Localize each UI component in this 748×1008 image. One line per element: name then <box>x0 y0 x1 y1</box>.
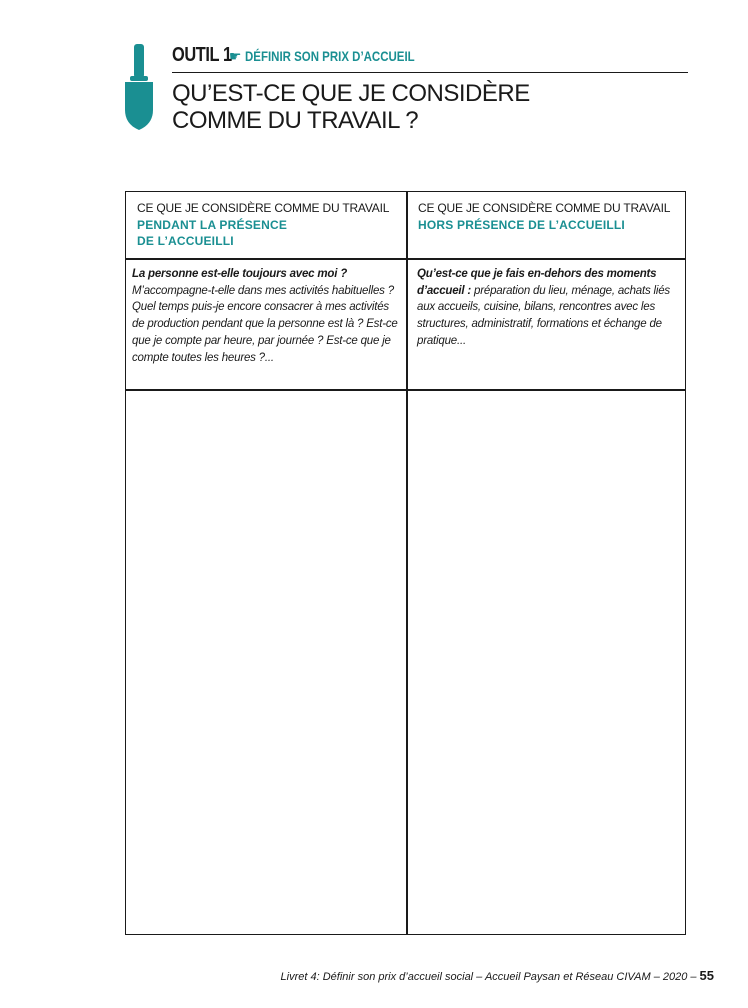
header-row-divider <box>125 258 686 260</box>
page-title <box>172 80 692 134</box>
trowel-icon <box>124 44 154 130</box>
page-number: 55 <box>699 968 714 983</box>
page-footer <box>281 968 714 983</box>
question-text: M’accompagne-t-elle dans mes activités habituelles ? Quel temps puis-je encore consacrer à mes activités de production pendant que la personne est là ? Est-ce que je compte par heure, par journée ? Est-ce que je compte toutes les heures ?... <box>132 284 398 364</box>
column-header-prefix: CE QUE JE CONSIDÈRE COMME DU TRAVAIL <box>137 201 390 215</box>
tool-subtitle: DÉFINIR SON PRIX D’ACCUEIL <box>245 48 416 64</box>
pointing-hand-icon: ☛ <box>228 48 242 64</box>
column-header-during-presence <box>137 200 399 250</box>
footer-citation: Livret 4: Définir son prix d’accueil social – Accueil Paysan et Réseau CIVAM – 2020 – <box>280 971 697 983</box>
tool-header <box>172 44 452 70</box>
page-title-line-2: COMME DU TRAVAIL ? <box>172 107 419 134</box>
column-header-highlight: HORS PRÉSENCE DE L’ACCUEILLI <box>418 217 625 232</box>
column-header-highlight: PENDANT LA PRÉSENCE <box>137 217 288 232</box>
question-lead: Qu’est-ce que je fais en-dehors des moments d’accueil : <box>417 268 657 297</box>
answer-area-outside-presence[interactable] <box>408 391 684 933</box>
column-header-outside-presence <box>418 200 680 233</box>
tool-label: OUTIL 1 <box>172 44 232 66</box>
column-header-prefix: CE QUE JE CONSIDÈRE COMME DU TRAVAIL <box>418 201 671 215</box>
header-divider <box>172 72 688 73</box>
guiding-questions-outside-presence <box>417 266 683 350</box>
answer-area-during-presence[interactable] <box>127 391 405 933</box>
column-header-highlight: DE L’ACCUEILLI <box>137 234 234 248</box>
question-text: préparation du lieu, ménage, achats liés aux accueils, cuisine, bilans, rencontres avec les structures, administratif, formations et échange de pratique... <box>417 284 670 347</box>
page-title-line-1: QU’EST-CE QUE JE CONSIDÈRE <box>172 80 530 107</box>
guiding-questions-during-presence <box>132 266 402 366</box>
question-lead: La personne est-elle toujours avec moi ? <box>132 268 348 280</box>
